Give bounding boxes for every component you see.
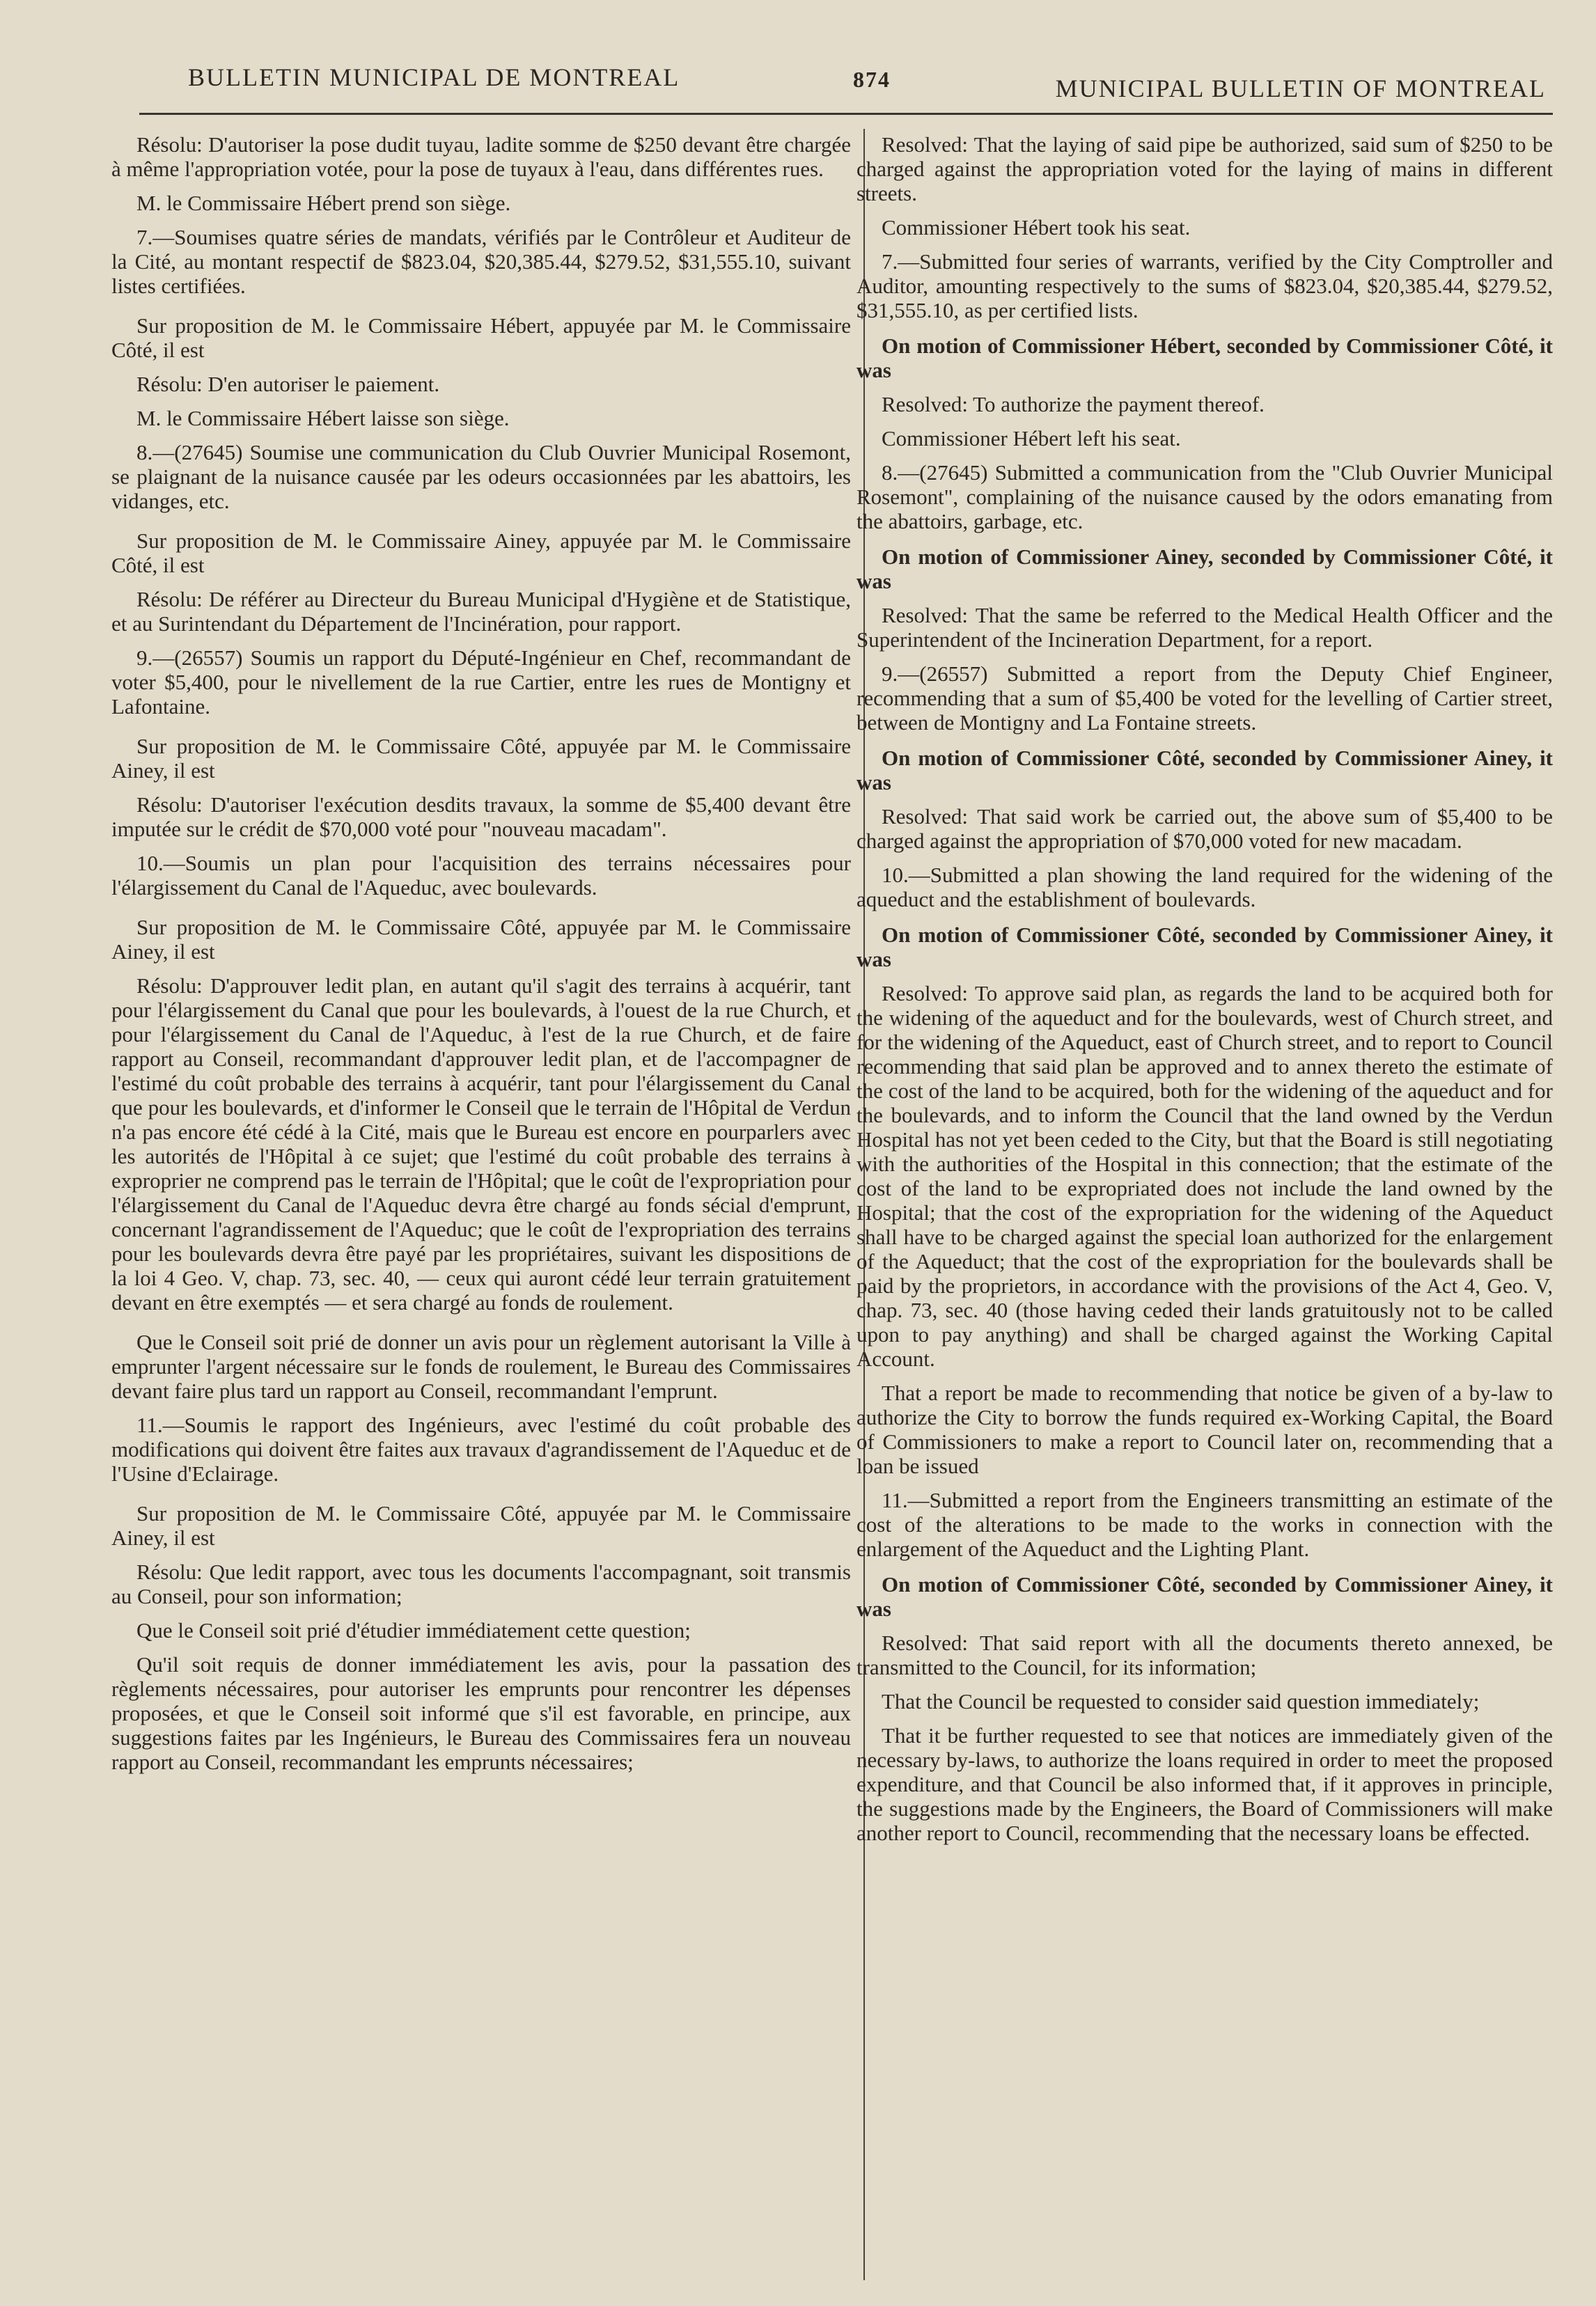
paragraph: On motion of Commissioner Côté, seconded by Commissioner Ainey, it was — [856, 746, 1553, 794]
paragraph: Resolved: That the same be referred to the Medical Health Officer and the Superintendent of the Incineration Department, for a report. — [856, 603, 1553, 652]
paragraph: Que le Conseil soit prié de donner un avis pour un règlement autorisant la Ville à emprunter l'argent nécessaire sur le fonds de roulement, le Bureau des Commissaires devant faire plus tard un rapport au Conseil, recommandant l'emprunt. — [111, 1330, 851, 1403]
paragraph: Résolu: De référer au Directeur du Bureau Municipal d'Hygiène et de Statistique, et au Surintendant du Département de l'Incinération, pour rapport. — [111, 587, 851, 636]
paragraph: 11.—Soumis le rapport des Ingénieurs, avec l'estimé du coût probable des modifications qui doivent être faites aux travaux d'agrandissement de l'Aqueduc et de l'Usine d'Eclairage. — [111, 1413, 851, 1486]
paragraph: 8.—(27645) Submitted a communication from the "Club Ouvrier Municipal Rosemont", complaining of the nuisance caused by the odors emanating from the abattoirs, garbage, etc. — [856, 460, 1553, 533]
paragraph: Résolu: D'en autoriser le paiement. — [136, 372, 440, 396]
paragraph: 9.—(26557) Soumis un rapport du Député-Ingénieur en Chef, recommandant de voter $5,400, pour le nivellement de la rue Cartier, entre les rues de Montigny et Lafontaine. — [111, 645, 851, 719]
paragraph: Resolved: To approve said plan, as regards the land to be acquired both for the widening of the aqueduct and for the boulevards, west of Church street, and for the widening of the Aqueduct, east of Church street, and to report to Council recommending that said plan be approved and to annex thereto the estimate of the cost of the land to be acquired, both for the widening of the aqueduct and for the boulevards, and to inform the Council that the land owned by the Verdun Hospital has not yet been ceded to the City, but that the Board is still negotiating with the authorities of the Hospital in this connection; that the estimate of the cost of the land to be expropriated does not include the land owned by the Hospital; that the cost of the expropriation for the widening of the Aqueduct shall have to be charged against the special loan authorized for the enlargement of the Aqueduct; that the cost of the expropriation for the boulevards shall be paid by the proprietors, in accordance with the provisions of the Act 4, Geo. V, chap. 73, sec. 40 (those having ceded their lands gratuitously not to be called upon to pay anything) and shall be charged against the Working Capital Account. — [856, 981, 1553, 1371]
header-french-title: BULLETIN MUNICIPAL DE MONTREAL — [188, 63, 680, 91]
paragraph: On motion of Commissioner Côté, seconded by Commissioner Ainey, it was — [856, 923, 1553, 971]
paragraph: Que le Conseil soit prié d'étudier immédiatement cette question; — [136, 1618, 691, 1642]
paragraph: Résolu: D'autoriser la pose dudit tuyau, ladite somme de $250 devant être chargée à même l'appropriation votée, pour la pose de tuyaux à l'eau, dans différentes rues. — [111, 132, 851, 181]
paragraph: M. le Commissaire Hébert prend son siège. — [136, 191, 511, 215]
paragraph: Resolved: That said report with all the documents thereto annexed, be transmitted to the Council, for its information; — [856, 1631, 1553, 1679]
paragraph: M. le Commissaire Hébert laisse son siège. — [136, 406, 510, 430]
paragraph: That it be further requested to see that notices are immediately given of the necessary by-laws, to authorize the loans required in order to meet the proposed expenditure, and that Council be also informed that, if it approves in principle, the suggestions made by the Engineers, the Board of Commissioners will make another report to Council, recommending that the necessary loans be effected. — [856, 1723, 1553, 1845]
french-column — [111, 132, 851, 2277]
paragraph: 11.—Submitted a report from the Engineers transmitting an estimate of the cost of the alterations to be made to the works in connection with the enlargement of the Aqueduct and the Lighting Plant. — [856, 1488, 1553, 1561]
paragraph: On motion of Commissioner Hébert, seconded by Commissioner Côté, it was — [856, 334, 1553, 382]
paragraph: Commissioner Hébert took his seat. — [882, 215, 1191, 240]
paragraph: Sur proposition de M. le Commissaire Côté, appuyée par M. le Commissaire Ainey, il est — [111, 915, 851, 964]
paragraph: 10.—Submitted a plan showing the land required for the widening of the aqueduct and the establishment of boulevards. — [856, 863, 1553, 911]
paragraph: Résolu: D'autoriser l'exécution desdits travaux, la somme de $5,400 devant être imputée sur le crédit de $70,000 voté pour "nouveau macadam". — [111, 792, 851, 841]
paragraph: That the Council be requested to consider said question immediately; — [882, 1689, 1480, 1713]
paragraph: 7.—Submitted four series of warrants, verified by the City Comptroller and Auditor, amounting respectively to the sums of $823.04, $20,385.44, $279.52, $31,555.10, as per certified lists. — [856, 249, 1553, 322]
paragraph: On motion of Commissioner Ainey, seconded by Commissioner Côté, it was — [856, 544, 1553, 593]
paragraph: Sur proposition de M. le Commissaire Côté, appuyée par M. le Commissaire Ainey, il est — [111, 734, 851, 783]
paragraph: Sur proposition de M. le Commissaire Côté, appuyée par M. le Commissaire Ainey, il est — [111, 1501, 851, 1550]
paragraph: Résolu: D'approuver ledit plan, en autant qu'il s'agit des terrains à acquérir, tant pour l'élargissement du Canal que pour les boulevards, à l'ouest de la rue Church, et pour l'élargissement du Canal de l'Aqueduc, à l'est de la rue Church, et de faire rapport au Conseil, recommandant d'approuver ledit plan, et de l'accompagner de l'estimé du coût probable des terrains à acquérir, tant pour l'élargissement du Canal que pour les boulevards, et d'informer le Conseil que le terrain de l'Hôpital de Verdun n'a pas encore été cédé à la Cité, mais que le Bureau est encore en pourparlers avec les autorités de l'Hôpital à ce sujet; que l'estimé du coût probable des terrains à exproprier ne comprend pas le terrain de l'Hôpital; que le coût de l'expropriation pour l'élargissement du Canal de l'Aqueduc devra être chargé au fonds sécial d'emprunt, concernant l'agrandissement de l'Aqueduc; que le coût de l'expropriation des terrains pour les boulevards devra être payé par les propriétaires, suivant les dispositions de la loi 4 Geo. V, chap. 73, sec. 40, — ceux qui auront cédé leur terrain gratuitement devant en être exemptés — et sera chargé au fonds de roulement. — [111, 973, 851, 1315]
paragraph: Resolved: To authorize the payment thereof. — [882, 392, 1265, 416]
paragraph: Commissioner Hébert left his seat. — [882, 426, 1181, 450]
header-english-title: MUNICIPAL BULLETIN OF MONTREAL — [1055, 74, 1546, 102]
paragraph: Resolved: That said work be carried out, the above sum of $5,400 to be charged against the appropriation of $70,000 voted for new macadam. — [856, 804, 1553, 853]
paragraph: Sur proposition de M. le Commissaire Ainey, appuyée par M. le Commissaire Côté, il est — [111, 528, 851, 577]
paragraph: 9.—(26557) Submitted a report from the Deputy Chief Engineer, recommending that a sum of $5,400 be voted for the levelling of Cartier street, between de Montigny and La Fontaine streets. — [856, 661, 1553, 735]
paragraph: Qu'il soit requis de donner immédiatement les avis, pour la passation des règlements nécessaires, pour autoriser les emprunts pour rencontrer les dépenses proposées, et que le Conseil soit informé que s'il est favorable, en principe, aux suggestions faites par les Ingénieurs, le Bureau des Commissaires fera un nouveau rapport au Conseil, recommandant les emprunts nécessaires; — [111, 1652, 851, 1774]
english-column — [856, 132, 1553, 2277]
page-number: 874 — [853, 67, 891, 92]
paragraph: On motion of Commissioner Côté, seconded by Commissioner Ainey, it was — [856, 1572, 1553, 1621]
paragraph: That a report be made to recommending that notice be given of a by-law to authorize the City to borrow the funds required ex-Working Capital, the Board of Commissioners to make a report to Council later on, recommending that a loan be issued — [856, 1381, 1553, 1478]
paragraph: Résolu: Que ledit rapport, avec tous les documents l'accompagnant, soit transmis au Conseil, pour son information; — [111, 1560, 851, 1608]
paragraph: Resolved: That the laying of said pipe be authorized, said sum of $250 to be charged against the appropriation voted for the laying of mains in different streets. — [856, 132, 1553, 205]
paragraph: 10.—Soumis un plan pour l'acquisition des terrains nécessaires pour l'élargissement du Canal de l'Aqueduc, avec boulevards. — [111, 851, 851, 900]
page-header — [188, 49, 1546, 111]
paragraph: Sur proposition de M. le Commissaire Hébert, appuyée par M. le Commissaire Côté, il est — [111, 313, 851, 362]
header-rule — [139, 113, 1553, 115]
paragraph: 7.—Soumises quatre séries de mandats, vérifiés par le Contrôleur et Auditeur de la Cité, au montant respectif de $823.04, $20,385.44, $279.52, $31,555.10, suivant listes certifiées. — [111, 225, 851, 298]
paragraph: 8.—(27645) Soumise une communication du Club Ouvrier Municipal Rosemont, se plaignant de la nuisance causée par les odeurs occasionnées par les abattoirs, les vidanges, etc. — [111, 440, 851, 513]
